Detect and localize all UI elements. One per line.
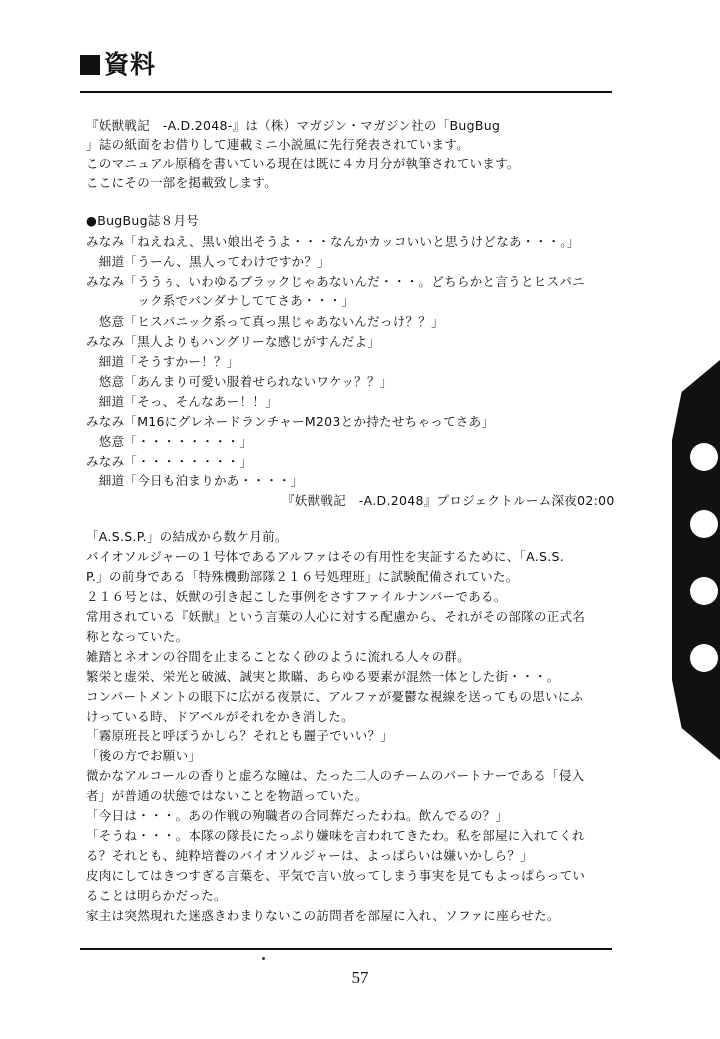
story-line: 「後の方でお願い」	[86, 748, 202, 763]
dialogue-line: 悠意「あんまり可愛い服着せられないワケッ？？」	[86, 374, 393, 389]
header-rule	[80, 91, 612, 93]
intro-line: ここにその一部を掲載致します。	[86, 175, 278, 190]
story-line: 家主は突然現れた迷惑きわまりないこの訪問者を部屋に入れ、ソファに座らせた。	[86, 908, 560, 923]
story-line: 常用されている『妖獣』という言葉の人心に対する配慮から、それがその部隊の正式名	[86, 609, 586, 624]
story-line: バイオソルジャーの１号体であるアルファはその有用性を実証するために、「A.S.S.	[86, 549, 564, 564]
story-line: コンパートメントの眼下に広がる夜景に、アルファが憂鬱な視線を送ってもの思いにふ	[86, 689, 584, 704]
dialogue-line: 細道「そっ、そんなあー！！」	[86, 394, 279, 409]
dialogue-heading: ●BugBug誌８月号	[86, 213, 200, 228]
dialogue-line: 細道「そうすかー！？」	[86, 354, 240, 369]
dialogue-line: みなみ「・・・・・・・・」	[86, 454, 253, 469]
story-line: 雑踏とネオンの谷間を止まることなく砂のように流れる人々の群。	[86, 649, 471, 664]
dialogue-line: みなみ「ううぅ、いわゆるブラックじゃあないんだ・・・。どちらかと言うとヒスパニ	[86, 274, 585, 289]
section-title: 資料	[104, 50, 157, 79]
scan-mark	[262, 957, 265, 960]
story-line: 「そうね・・・。本隊の隊長にたっぷり嫌味を言われてきたわ。私を部屋に入れてくれ	[86, 828, 585, 843]
dialogue-line: ック系でバンダナしててさあ・・・」	[86, 293, 355, 308]
story-line: P.」の前身である「特殊機動部隊２１６号処理班」に試験配備されていた。	[86, 569, 519, 584]
dialogue-line: 悠意「・・・・・・・・」	[86, 434, 253, 449]
section-header	[80, 50, 156, 80]
dialogue-line: みなみ「ねえねえ、黒い娘出そうよ・・・なんかカッコいいと思うけどなあ・・・。」	[86, 234, 580, 249]
story-line: 称となっていた。	[86, 629, 189, 644]
binder-tab	[672, 360, 720, 760]
story-line: 「今日は・・・。あの作戦の殉職者の合同葬だったわね。飲んでるの？」	[86, 808, 509, 823]
story-line: 皮肉にしてはきつすぎる言葉を、平気で言い放ってしまう事実を見てもよっぱらってい	[86, 868, 586, 883]
story-line: 繁栄と虚栄、栄光と破滅、誠実と欺瞞、あらゆる要素が混然一体とした街・・・。	[86, 669, 560, 684]
dialogue-signature: 『妖獣戦記 -A.D.2048』プロジェクトルーム深夜02:00	[282, 493, 615, 508]
dialogue-line: 悠意「ヒスパニック系って真っ黒じゃあないんだっけ？？」	[86, 314, 444, 329]
page-number: 57	[351, 968, 369, 987]
punch-hole-icon	[690, 644, 718, 672]
story-line: ることは明らかだった。	[86, 888, 227, 903]
intro-line: 」誌の紙面をお借りして連載ミニ小説風に先行発表されています。	[86, 137, 470, 152]
story-line: けっている時、ドアベルがそれをかき消した。	[86, 709, 354, 724]
dialogue-line: みなみ「黒人よりもハングリーな感じがすんだよ」	[86, 334, 381, 349]
dialogue-line: 細道「うーん、黒人ってわけですか？」	[86, 254, 330, 269]
punch-hole-icon	[690, 577, 718, 605]
punch-hole-icon	[690, 510, 718, 538]
dialogue-line: みなみ「M16にグレネードランチャーM203とか持たせちゃってさあ」	[86, 414, 495, 429]
black-square-icon	[80, 55, 100, 75]
story-line: ２１６号とは、妖獣の引き起こした事例をさすファイルナンバーである。	[86, 589, 507, 604]
intro-line: 『妖獣戦記 -A.D.2048-』は（株）マガジン・マガジン社の「BugBug	[86, 118, 501, 133]
story-line: 微かなアルコールの香りと虚ろな瞳は、たった二人のチームのパートナーである「侵入	[86, 768, 585, 783]
story-line: 「A.S.S.P.」の結成から数ケ月前。	[86, 529, 288, 544]
footer-rule	[80, 948, 612, 950]
punch-hole-icon	[690, 443, 718, 471]
story-line: 「霧原班長と呼ぼうかしら？それとも麗子でいい？」	[86, 728, 394, 743]
intro-line: このマニュアル原稿を書いている現在は既に４カ月分が執筆されています。	[86, 156, 520, 171]
dialogue-line: 細道「今日も泊まりかあ・・・・」	[86, 473, 304, 488]
story-line: 者」が普通の状態ではないことを物語っていた。	[86, 788, 368, 803]
story-line: る？それとも、純粋培養のバイオソルジャーは、よっぱらいは嫌いかしら？」	[86, 848, 534, 863]
